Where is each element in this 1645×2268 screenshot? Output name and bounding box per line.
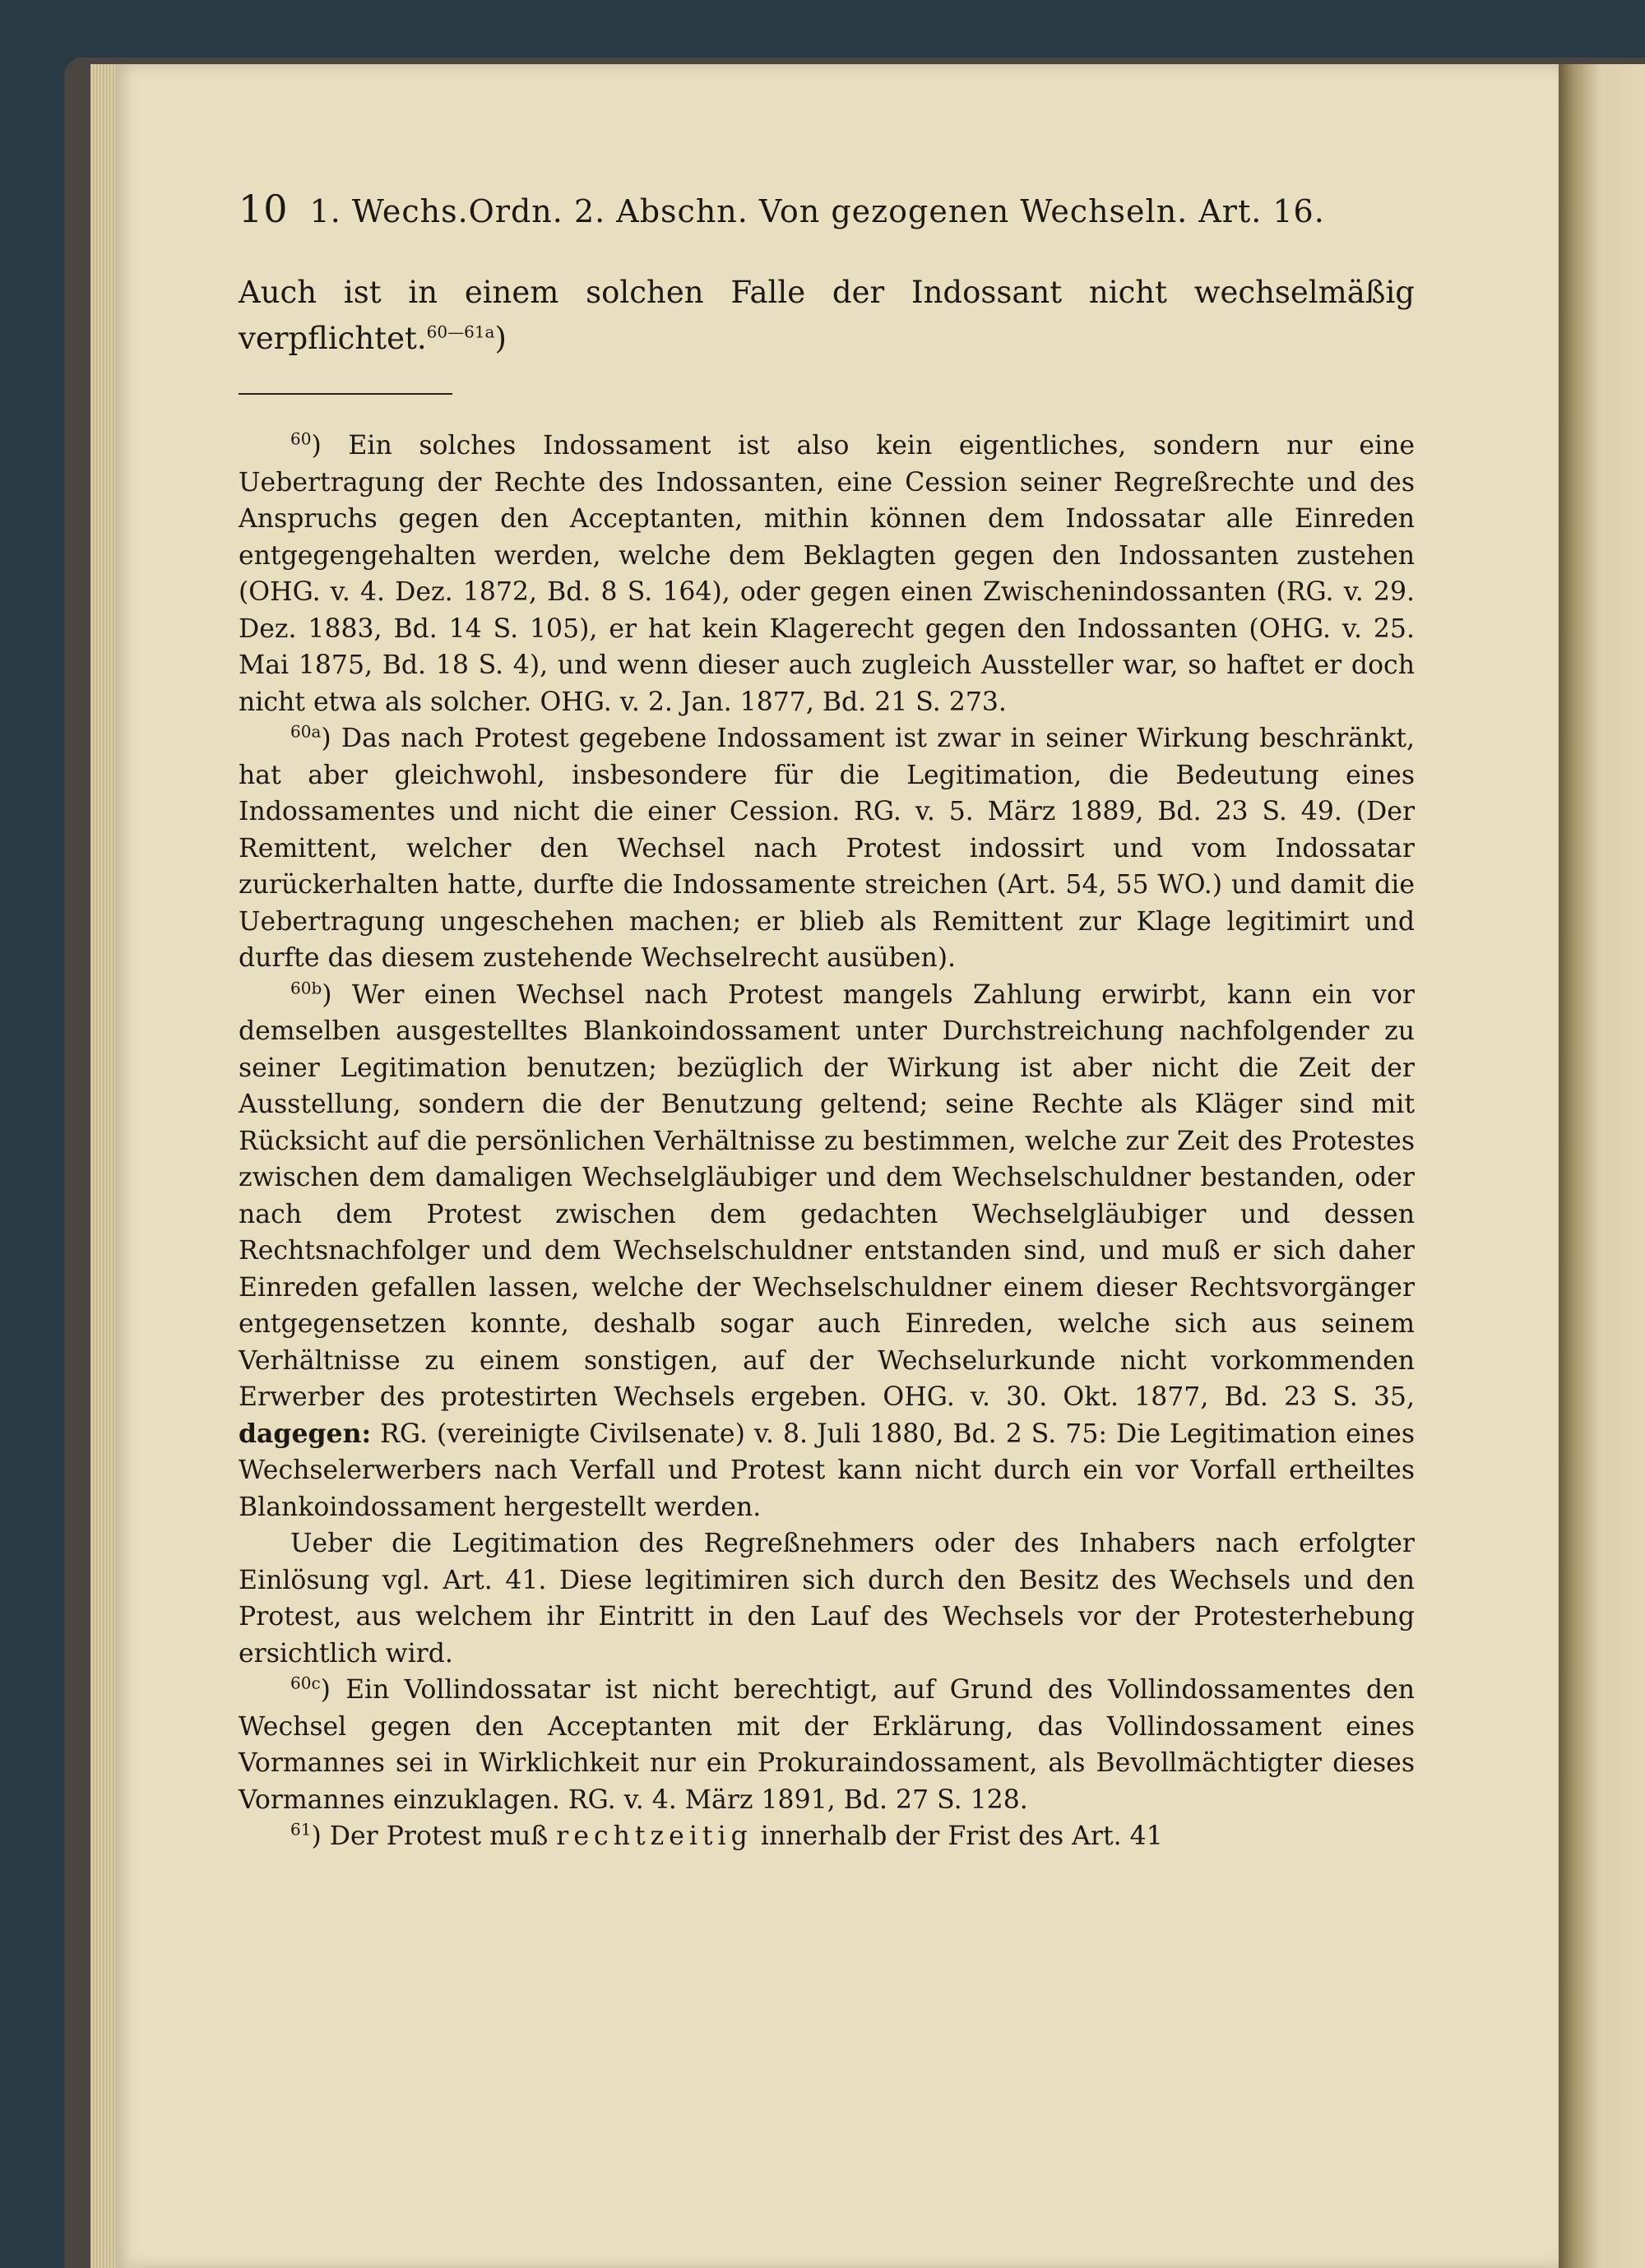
footnote-text: ) Ein Vollindossatar ist nicht berechtigt, auf Grund des Vollindossamentes den Wechsel gegen den Acceptanten mit der Erklärung, das Vollindossament eines Vormannes sei in Wirklichkeit nur ein Prokuraindossament, als Bevollmächtigter dieses Vormannes einzuklagen. RG. v. 4. März 1891, Bd. 27 S. 128. xyxy=(239,1675,1415,1815)
footnote-60c xyxy=(239,1672,1415,1818)
footnote-text: Ueber die Legitimation des Regreßnehmers oder des Inhabers nach erfolgter Einlösung vgl. Art. 41. Diese legitimiren sich durch den Besitz des Wechsels und den Protest, aus welchem ihr Eintritt in den Lauf des Wechsels vor der Protesterhebung ersichtlich wird. xyxy=(239,1529,1415,1669)
footnote-text-continued: innerhalb der Frist des Art. 41 xyxy=(752,1821,1163,1851)
page-gutter xyxy=(1559,64,1645,2268)
emphasis-dagegen: dagegen: xyxy=(239,1418,372,1449)
footnote-mark: 60b xyxy=(290,978,322,997)
footnote-reference-close: ) xyxy=(494,321,507,356)
footnote-divider xyxy=(239,393,452,395)
running-title: 1. Wechs.Ordn. 2. Abschn. Von gezogenen Wechseln. Art. 16. xyxy=(309,193,1325,229)
footnote-60b xyxy=(239,977,1415,1526)
footnote-reference: 60—61a xyxy=(426,322,495,342)
page-edges xyxy=(90,64,115,2268)
footnote-text: ) Ein solches Indossament ist also kein eigentliches, sondern nur eine Uebertragung der Rechte des Indossanten, eine Cession seiner Regreßrechte und des Anspruchs gegen den Acceptanten, mithin können dem Indossatar alle Einreden entgegengehalten werden, welche dem Beklagten gegen den Indossanten zustehen (OHG. v. 4. Dez. 1872, Bd. 8 S. 164), oder gegen einen Zwischenindossanten (RG. v. 29. Dez. 1883, Bd. 14 S. 105), er hat kein Klagerecht gegen den Indossanten (OHG. v. 25. Mai 1875, Bd. 18 S. 4), und wenn dieser auch zugleich Aussteller war, so haftet er doch nicht etwa als solcher. OHG. v. 2. Jan. 1877, Bd. 21 S. 273. xyxy=(239,431,1415,717)
footnote-60a xyxy=(239,720,1415,977)
footnote-text: ) Wer einen Wechsel nach Protest mangels Zahlung erwirbt, kann ein vor demselben ausgestelltes Blankoindossament unter Durchstreichung nachfolgender zu seiner Legitimation benutzen; bezüglich der Wirkung ist aber nicht die Zeit der Ausstellung, sondern die der Benutzung geltend; seine Rechte als Kläger sind mit Rücksicht auf die persönlichen Verhältnisse zu bestimmen, welche zur Zeit des Protestes zwischen dem damaligen Wechselgläubiger und dem Wechselschuldner bestanden, oder nach dem Protest zwischen dem gedachten Wechselgläubiger und dessen Rechtsnachfolger und dem Wechselschuldner entstanden sind, und muß er sich daher Einreden gefallen lassen, welche der Wechselschuldner einem dieser Rechtsvorgänger entgegensetzen konnte, deshalb sogar auch Einreden, welche sich aus seinem Verhältnisse zu einem sonstigen, auf der Wechselurkunde nicht vorkommenden Erwerber des protestirten Wechsels ergeben. OHG. v. 30. Okt. 1877, Bd. 23 S. 35, xyxy=(239,979,1415,1412)
footnote-60 xyxy=(239,428,1415,720)
page-number: 10 xyxy=(239,187,289,231)
footnote-mark: 60a xyxy=(290,721,322,742)
footnote-mark: 60 xyxy=(290,428,312,449)
spaced-emphasis: rechtzeitig xyxy=(556,1821,753,1851)
page-content xyxy=(239,185,1415,1855)
footnote-60b-continuation xyxy=(239,1525,1415,1672)
footnote-text: ) Der Protest muß xyxy=(311,1821,557,1851)
main-paragraph: Auch ist in einem solchen Falle der Indossant nicht wechselmäßig verpflichtet. xyxy=(239,275,1415,356)
footnote-mark: 61 xyxy=(290,1819,312,1840)
footnote-text: ) Das nach Protest gegebene Indossament ist zwar in seiner Wirkung beschränkt, hat aber gleichwohl, insbesondere für die Legitimation, die Bedeutung eines Indossamentes und nicht die einer Cession. RG. v. 5. März 1889, Bd. 23 S. 49. (Der Remittent, welcher den Wechsel nach Protest indossirt und vom Indossatar zurückerhalten hatte, durfte die Indossamente streichen (Art. 54, 55 WO.) und damit die Uebertragung ungeschehen machen; er blieb als Remittent zur Klage legitimirt und durfte das diesem zustehende Wechselrecht ausüben). xyxy=(239,724,1415,973)
footnote-61 xyxy=(239,1818,1415,1855)
footnote-text-continued: RG. (vereinigte Civilsenate) v. 8. Juli 1880, Bd. 2 S. 75: Die Legitimation eines Wechselerwerbers nach Verfall und Protest kann nicht durch ein vor Vorfall ertheiltes Blankoindossament hergestellt werden. xyxy=(239,1419,1415,1522)
running-header xyxy=(239,185,1415,235)
footnote-mark: 60c xyxy=(290,1673,321,1693)
main-text xyxy=(239,270,1415,362)
footnotes xyxy=(239,428,1415,1855)
